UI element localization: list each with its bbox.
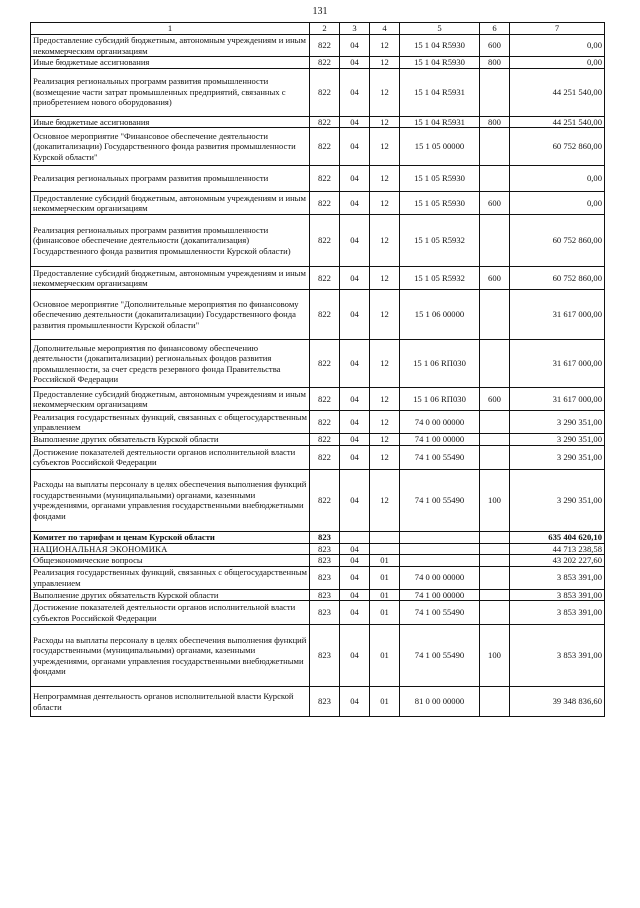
row-target-article: 74 1 00 55490 <box>400 445 480 469</box>
row-subsection: 12 <box>370 469 400 531</box>
page-number: 131 <box>312 6 328 17</box>
row-amount: 31 617 000,00 <box>510 388 605 411</box>
row-ministry-code: 822 <box>310 340 340 388</box>
header-col-3: 3 <box>340 23 370 35</box>
row-name: Непрограммная деятельность органов исполнительной власти Курской области <box>31 687 310 717</box>
row-expense-type <box>480 687 510 717</box>
table-row <box>31 601 605 625</box>
row-target-article: 15 1 04 R5930 <box>400 35 480 57</box>
row-target-article: 15 1 06 RП030 <box>400 388 480 411</box>
row-section: 04 <box>340 625 370 687</box>
row-expense-type <box>480 166 510 192</box>
row-target-article: 15 1 05 R5930 <box>400 192 480 215</box>
row-name: Реализация государственных функций, связанных с общегосударственным управлением <box>31 411 310 434</box>
row-amount: 44 713 238,58 <box>510 543 605 555</box>
header-col-6: 6 <box>480 23 510 35</box>
row-expense-type: 800 <box>480 57 510 69</box>
row-subsection: 12 <box>370 116 400 128</box>
table-row <box>31 215 605 267</box>
table-row <box>31 434 605 446</box>
row-target-article: 15 1 06 RП030 <box>400 340 480 388</box>
row-expense-type <box>480 290 510 340</box>
row-expense-type: 100 <box>480 625 510 687</box>
row-section: 04 <box>340 290 370 340</box>
header-col-2: 2 <box>310 23 340 35</box>
row-amount: 3 290 351,00 <box>510 445 605 469</box>
row-name: Дополнительные мероприятия по финансовому обеспечению деятельности (докапитализации) региональных фондов развития промышленности, за счет средств резервного фонда Правительства Российской Федерации <box>31 340 310 388</box>
table-row <box>31 192 605 215</box>
row-subsection: 12 <box>370 215 400 267</box>
row-expense-type: 800 <box>480 116 510 128</box>
row-subsection: 12 <box>370 35 400 57</box>
row-section: 04 <box>340 128 370 166</box>
row-ministry-code: 823 <box>310 566 340 589</box>
row-expense-type <box>480 589 510 601</box>
table-row <box>31 267 605 290</box>
row-target-article: 15 1 04 R5931 <box>400 68 480 116</box>
row-expense-type <box>480 411 510 434</box>
row-expense-type <box>480 445 510 469</box>
row-target-article: 74 1 00 55490 <box>400 469 480 531</box>
row-ministry-code: 822 <box>310 215 340 267</box>
row-target-article: 15 1 04 R5931 <box>400 116 480 128</box>
row-subsection <box>370 543 400 555</box>
header-col-4: 4 <box>370 23 400 35</box>
row-amount: 3 853 391,00 <box>510 601 605 625</box>
row-ministry-code: 822 <box>310 411 340 434</box>
row-section: 04 <box>340 469 370 531</box>
row-section: 04 <box>340 388 370 411</box>
row-amount: 0,00 <box>510 35 605 57</box>
row-expense-type: 600 <box>480 388 510 411</box>
row-section: 04 <box>340 434 370 446</box>
row-subsection: 01 <box>370 687 400 717</box>
row-name: Реализация региональных программ развития промышленности (возмещение части затрат промышленных предприятий, связанных с приобретением нового оборудования) <box>31 68 310 116</box>
row-section: 04 <box>340 687 370 717</box>
row-ministry-code: 822 <box>310 128 340 166</box>
row-subsection <box>370 531 400 543</box>
table-row <box>31 35 605 57</box>
row-subsection: 12 <box>370 267 400 290</box>
row-subsection: 12 <box>370 290 400 340</box>
row-subsection: 12 <box>370 340 400 388</box>
row-expense-type: 100 <box>480 469 510 531</box>
row-ministry-code: 823 <box>310 601 340 625</box>
row-name: Реализация государственных функций, связанных с общегосударственным управлением <box>31 566 310 589</box>
row-subsection: 12 <box>370 388 400 411</box>
row-amount: 60 752 860,00 <box>510 128 605 166</box>
row-subsection: 12 <box>370 411 400 434</box>
table-row <box>31 166 605 192</box>
row-section: 04 <box>340 192 370 215</box>
row-ministry-code: 823 <box>310 687 340 717</box>
row-amount: 3 853 391,00 <box>510 625 605 687</box>
row-expense-type <box>480 68 510 116</box>
row-name: Достижение показателей деятельности органов исполнительной власти субъектов Российской Федерации <box>31 445 310 469</box>
row-amount: 3 290 351,00 <box>510 434 605 446</box>
row-name: Предоставление субсидий бюджетным, автономным учреждениям и иным некоммерческим организациям <box>31 35 310 57</box>
table-row <box>31 531 605 543</box>
row-name: Реализация региональных программ развития промышленности (финансовое обеспечение деятельности (докапитализация) Государственного фонда развития промышленности Курской области) <box>31 215 310 267</box>
row-expense-type <box>480 543 510 555</box>
row-name: Расходы на выплаты персоналу в целях обеспечения выполнения функций государственными (муниципальными) органами, казенными учреждениями, органами управления государственными внебюджетными фондами <box>31 625 310 687</box>
row-target-article: 15 1 05 R5930 <box>400 166 480 192</box>
table-row <box>31 128 605 166</box>
row-section: 04 <box>340 166 370 192</box>
row-target-article: 74 0 00 00000 <box>400 566 480 589</box>
row-target-article: 74 1 00 55490 <box>400 601 480 625</box>
row-amount: 31 617 000,00 <box>510 290 605 340</box>
table-row <box>31 687 605 717</box>
table-row <box>31 445 605 469</box>
row-section: 04 <box>340 445 370 469</box>
row-section: 04 <box>340 555 370 567</box>
row-target-article: 74 0 00 00000 <box>400 411 480 434</box>
row-amount: 0,00 <box>510 166 605 192</box>
row-amount: 635 404 620,10 <box>510 531 605 543</box>
row-ministry-code: 822 <box>310 469 340 531</box>
row-name: Выполнение других обязательств Курской области <box>31 589 310 601</box>
row-section: 04 <box>340 589 370 601</box>
row-target-article: 15 1 04 R5930 <box>400 57 480 69</box>
row-target-article: 74 1 00 55490 <box>400 625 480 687</box>
row-ministry-code: 822 <box>310 116 340 128</box>
table-row <box>31 469 605 531</box>
row-section: 04 <box>340 35 370 57</box>
row-target-article: 15 1 05 R5932 <box>400 215 480 267</box>
row-target-article: 81 0 00 00000 <box>400 687 480 717</box>
row-subsection: 12 <box>370 128 400 166</box>
row-subsection: 12 <box>370 57 400 69</box>
row-section: 04 <box>340 267 370 290</box>
row-subsection: 01 <box>370 601 400 625</box>
row-name: Иные бюджетные ассигнования <box>31 116 310 128</box>
row-target-article: 74 1 00 00000 <box>400 434 480 446</box>
row-subsection: 01 <box>370 566 400 589</box>
row-amount: 0,00 <box>510 57 605 69</box>
row-amount: 3 853 391,00 <box>510 589 605 601</box>
row-section: 04 <box>340 411 370 434</box>
row-expense-type <box>480 601 510 625</box>
row-amount: 44 251 540,00 <box>510 68 605 116</box>
row-ministry-code: 822 <box>310 68 340 116</box>
row-section: 04 <box>340 57 370 69</box>
row-target-article: 15 1 05 00000 <box>400 128 480 166</box>
row-ministry-code: 822 <box>310 166 340 192</box>
row-expense-type <box>480 128 510 166</box>
row-expense-type <box>480 434 510 446</box>
row-name: Комитет по тарифам и ценам Курской области <box>31 531 310 543</box>
row-section: 04 <box>340 601 370 625</box>
row-ministry-code: 822 <box>310 290 340 340</box>
row-amount: 60 752 860,00 <box>510 267 605 290</box>
row-ministry-code: 822 <box>310 192 340 215</box>
row-expense-type <box>480 566 510 589</box>
row-amount: 3 290 351,00 <box>510 411 605 434</box>
row-section: 04 <box>340 215 370 267</box>
table-row <box>31 555 605 567</box>
row-name: Общеэкономические вопросы <box>31 555 310 567</box>
row-ministry-code: 822 <box>310 445 340 469</box>
row-name: Реализация региональных программ развития промышленности <box>31 166 310 192</box>
row-target-article <box>400 543 480 555</box>
row-name: Иные бюджетные ассигнования <box>31 57 310 69</box>
row-subsection: 01 <box>370 555 400 567</box>
row-ministry-code: 823 <box>310 589 340 601</box>
row-ministry-code: 823 <box>310 543 340 555</box>
header-col-1: 1 <box>31 23 310 35</box>
table-row <box>31 340 605 388</box>
row-amount: 39 348 836,60 <box>510 687 605 717</box>
row-subsection: 01 <box>370 589 400 601</box>
row-section <box>340 531 370 543</box>
row-amount: 3 853 391,00 <box>510 566 605 589</box>
row-name: Предоставление субсидий бюджетным, автономным учреждениям и иным некоммерческим организациям <box>31 267 310 290</box>
row-subsection: 12 <box>370 166 400 192</box>
row-target-article <box>400 531 480 543</box>
row-subsection: 12 <box>370 192 400 215</box>
row-section: 04 <box>340 116 370 128</box>
row-amount: 3 290 351,00 <box>510 469 605 531</box>
row-section: 04 <box>340 340 370 388</box>
row-name: НАЦИОНАЛЬНАЯ ЭКОНОМИКА <box>31 543 310 555</box>
table-body <box>31 35 605 717</box>
row-expense-type <box>480 215 510 267</box>
row-expense-type: 600 <box>480 267 510 290</box>
row-name: Предоставление субсидий бюджетным, автономным учреждениям и иным некоммерческим организациям <box>31 192 310 215</box>
row-amount: 43 202 227,60 <box>510 555 605 567</box>
row-subsection: 12 <box>370 445 400 469</box>
row-name: Предоставление субсидий бюджетным, автономным учреждениям и иным некоммерческим организациям <box>31 388 310 411</box>
row-target-article: 74 1 00 00000 <box>400 589 480 601</box>
table-row <box>31 116 605 128</box>
table-row <box>31 57 605 69</box>
row-ministry-code: 822 <box>310 57 340 69</box>
table-row <box>31 566 605 589</box>
row-name: Основное мероприятие "Дополнительные мероприятия по финансовому обеспечению деятельности (докапитализации) Государственного фонда развития промышленности Курской области" <box>31 290 310 340</box>
row-ministry-code: 822 <box>310 35 340 57</box>
row-amount: 31 617 000,00 <box>510 340 605 388</box>
row-expense-type <box>480 531 510 543</box>
row-name: Выполнение других обязательств Курской области <box>31 434 310 446</box>
budget-table <box>30 22 605 717</box>
row-ministry-code: 823 <box>310 625 340 687</box>
header-col-7: 7 <box>510 23 605 35</box>
row-name: Достижение показателей деятельности органов исполнительной власти субъектов Российской Федерации <box>31 601 310 625</box>
row-section: 04 <box>340 68 370 116</box>
row-section: 04 <box>340 566 370 589</box>
row-expense-type <box>480 555 510 567</box>
row-ministry-code: 823 <box>310 531 340 543</box>
table-row <box>31 411 605 434</box>
table-row <box>31 68 605 116</box>
row-amount: 0,00 <box>510 192 605 215</box>
table-row <box>31 543 605 555</box>
row-amount: 44 251 540,00 <box>510 116 605 128</box>
row-name: Расходы на выплаты персоналу в целях обеспечения выполнения функций государственными (муниципальными) органами, казенными учреждениями, органами управления государственными внебюджетными фондами <box>31 469 310 531</box>
row-target-article: 15 1 06 00000 <box>400 290 480 340</box>
table-row <box>31 589 605 601</box>
row-subsection: 01 <box>370 625 400 687</box>
table-row <box>31 388 605 411</box>
row-target-article: 15 1 05 R5932 <box>400 267 480 290</box>
table-row <box>31 625 605 687</box>
row-expense-type: 600 <box>480 35 510 57</box>
row-target-article <box>400 555 480 567</box>
row-ministry-code: 823 <box>310 555 340 567</box>
row-amount: 60 752 860,00 <box>510 215 605 267</box>
row-expense-type: 600 <box>480 192 510 215</box>
row-ministry-code: 822 <box>310 388 340 411</box>
row-subsection: 12 <box>370 68 400 116</box>
row-expense-type <box>480 340 510 388</box>
row-name: Основное мероприятие "Финансовое обеспечение деятельности (докапитализации) Государственного фонда развития промышленности Курской области" <box>31 128 310 166</box>
row-section: 04 <box>340 543 370 555</box>
table-row <box>31 290 605 340</box>
header-col-5: 5 <box>400 23 480 35</box>
row-subsection: 12 <box>370 434 400 446</box>
header-row <box>31 23 605 35</box>
row-ministry-code: 822 <box>310 267 340 290</box>
row-ministry-code: 822 <box>310 434 340 446</box>
